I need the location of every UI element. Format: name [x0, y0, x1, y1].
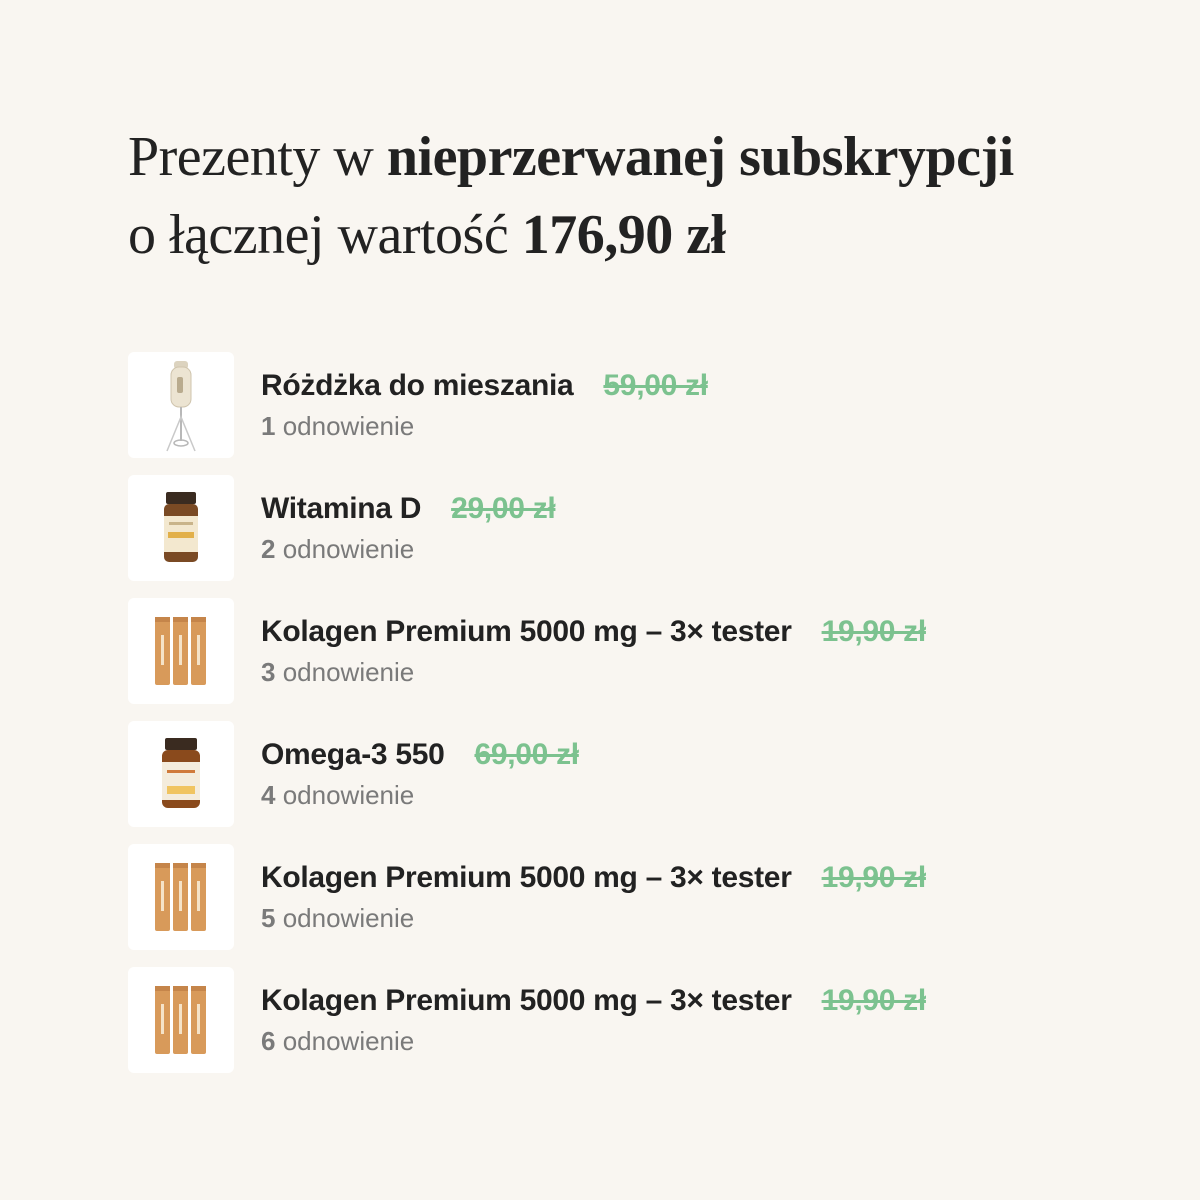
- headline-line1-regular: Prezenty w: [128, 126, 387, 188]
- list-item: [128, 721, 1128, 827]
- renewal-label: odnowienie: [282, 533, 415, 564]
- omega-jar-icon: [151, 734, 211, 814]
- renewal-number: 4: [261, 779, 276, 810]
- vitamin-jar-icon: [151, 488, 211, 568]
- product-name: Różdżka do mieszania: [261, 368, 574, 402]
- renewal-label: odnowienie: [282, 779, 415, 810]
- product-price: 59,00 zł: [603, 368, 708, 402]
- renewal-info: [261, 903, 926, 934]
- renewal-number: 6: [261, 1025, 276, 1056]
- product-name: Kolagen Premium 5000 mg – 3× tester: [261, 983, 792, 1017]
- product-price: 19,90 zł: [821, 614, 926, 648]
- headline-line2-regular: o łącznej wartość: [128, 204, 522, 266]
- renewal-label: odnowienie: [282, 656, 415, 687]
- headline-line2-bold: 176,90 zł: [521, 204, 726, 266]
- headline-line1-bold: nieprzerwanej subskrypcji: [386, 126, 1014, 188]
- headline: [128, 118, 1128, 274]
- list-item: [128, 475, 1128, 581]
- product-thumbnail: [128, 844, 234, 950]
- renewal-number: 3: [261, 656, 276, 687]
- product-name: Omega-3 550: [261, 737, 445, 771]
- list-item: [128, 352, 1128, 458]
- renewal-number: 2: [261, 533, 276, 564]
- product-thumbnail: [128, 598, 234, 704]
- product-price: 19,90 zł: [821, 860, 926, 894]
- renewal-number: 1: [261, 410, 276, 441]
- renewal-label: odnowienie: [282, 410, 415, 441]
- sachets-icon: [153, 861, 209, 933]
- product-thumbnail: [128, 721, 234, 827]
- product-price: 69,00 zł: [474, 737, 579, 771]
- frother-icon: [151, 357, 211, 453]
- product-price: 29,00 zł: [451, 491, 556, 525]
- product-price: 19,90 zł: [821, 983, 926, 1017]
- renewal-info: [261, 780, 579, 811]
- sachets-icon: [153, 984, 209, 1056]
- gift-list: [128, 352, 1128, 1090]
- product-thumbnail: [128, 352, 234, 458]
- list-item: [128, 598, 1128, 704]
- renewal-info: [261, 657, 926, 688]
- product-thumbnail: [128, 967, 234, 1073]
- renewal-label: odnowienie: [282, 902, 415, 933]
- list-item: [128, 844, 1128, 950]
- product-name: Witamina D: [261, 491, 422, 525]
- renewal-number: 5: [261, 902, 276, 933]
- renewal-info: [261, 1026, 926, 1057]
- product-thumbnail: [128, 475, 234, 581]
- product-name: Kolagen Premium 5000 mg – 3× tester: [261, 614, 792, 648]
- renewal-label: odnowienie: [282, 1025, 415, 1056]
- renewal-info: [261, 534, 555, 565]
- product-name: Kolagen Premium 5000 mg – 3× tester: [261, 860, 792, 894]
- list-item: [128, 967, 1128, 1073]
- renewal-info: [261, 411, 708, 442]
- sachets-icon: [153, 615, 209, 687]
